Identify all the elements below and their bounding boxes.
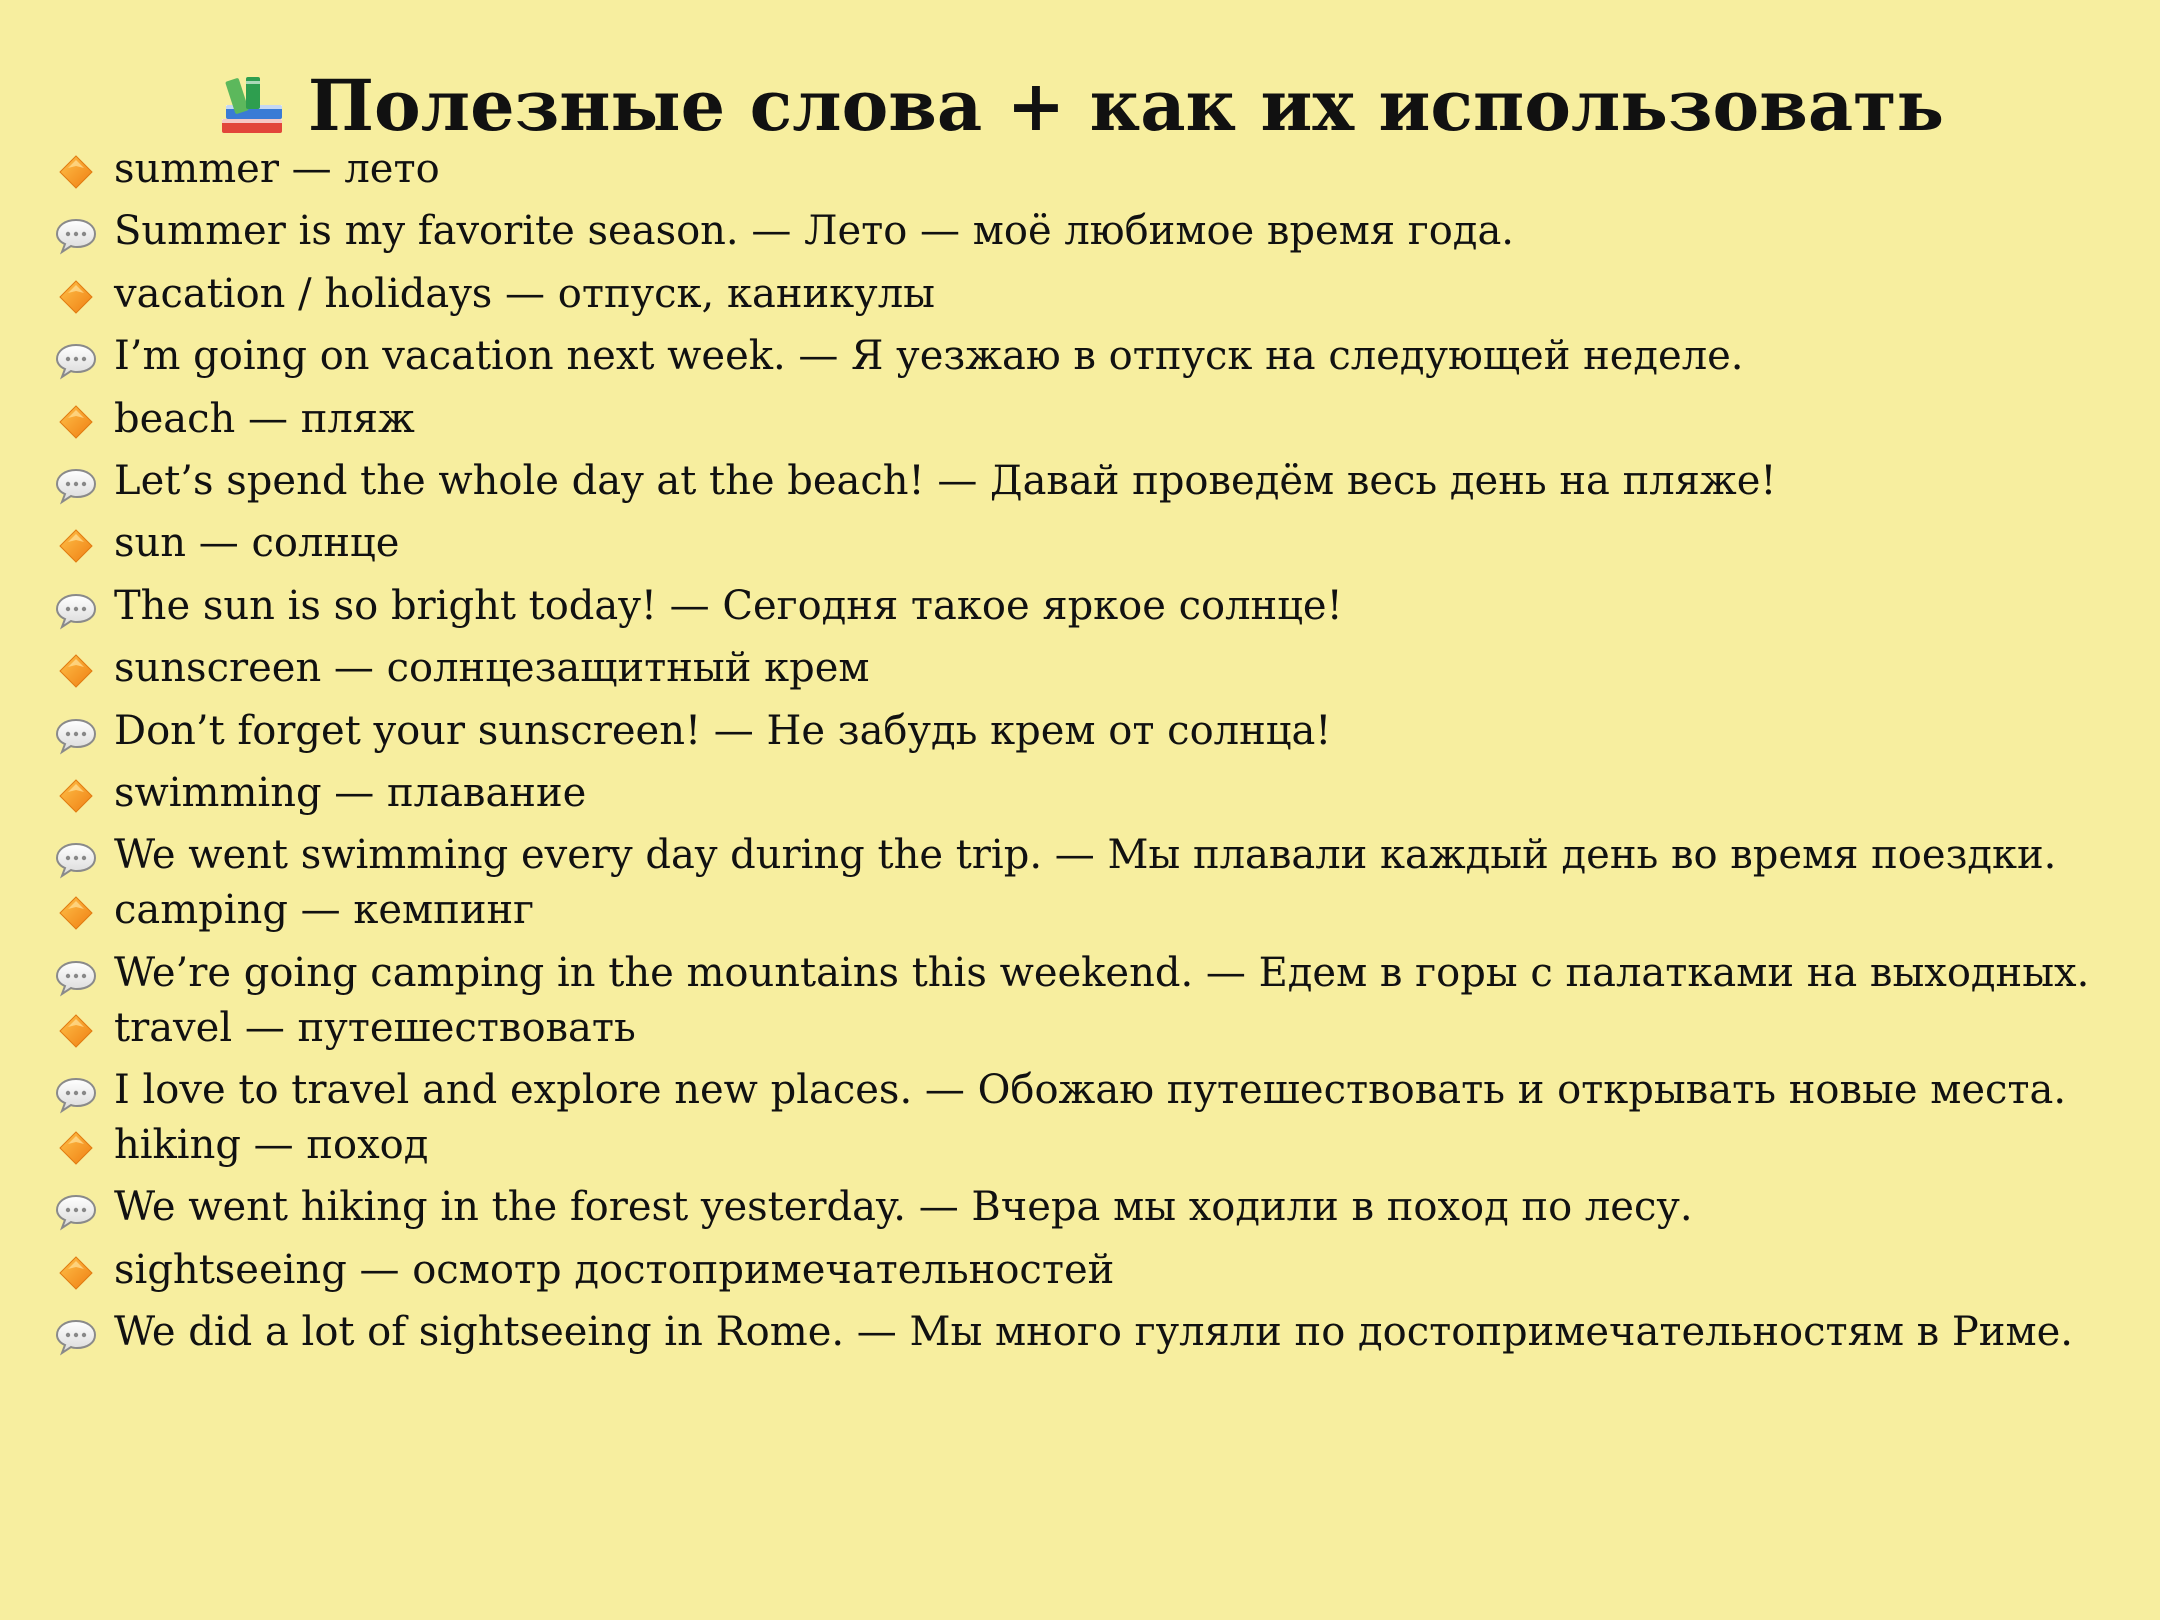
- orange-diamond-icon: [54, 1011, 98, 1051]
- word-text: vacation / holidays — отпуск, каникулы: [114, 270, 935, 317]
- orange-diamond-icon: [54, 893, 98, 933]
- word-line: [54, 883, 2104, 938]
- orange-diamond-icon: [54, 526, 98, 566]
- word-text: beach — пляж: [114, 395, 415, 442]
- word-line: [54, 641, 2104, 696]
- example-text: Summer is my favorite season. — Лето — моё любимое время года.: [114, 208, 1514, 255]
- speech-bubble-icon: [54, 591, 98, 631]
- example-line: [54, 1063, 2104, 1118]
- orange-diamond-icon: [54, 651, 98, 691]
- example-text: I love to travel and explore new places. — Обожаю путешествовать и открывать новые места.: [114, 1067, 2067, 1114]
- example-line: [54, 329, 2104, 384]
- word-text: camping — кемпинг: [114, 887, 535, 934]
- example-line: [54, 454, 2104, 509]
- speech-bubble-icon: [54, 840, 98, 880]
- example-text: I’m going on vacation next week. — Я уезжаю в отпуск на следующей неделе.: [114, 333, 1744, 380]
- example-text: We went swimming every day during the trip. — Мы плавали каждый день во время поездки.: [114, 832, 2057, 879]
- word-line: [54, 516, 2104, 571]
- word-line: [54, 1118, 2104, 1173]
- example-text: Let’s spend the whole day at the beach! — Давай проведём весь день на пляже!: [114, 457, 1777, 504]
- word-text: swimming — плавание: [114, 769, 587, 816]
- speech-bubble-icon: [54, 958, 98, 998]
- orange-diamond-icon: [54, 1128, 98, 1168]
- example-text: The sun is so bright today! — Сегодня такое яркое солнце!: [114, 582, 1343, 629]
- example-text: Don’t forget your sunscreen! — Не забудь крем от солнца!: [114, 707, 1332, 754]
- orange-diamond-icon: [54, 1253, 98, 1293]
- word-line: [54, 1243, 2104, 1298]
- page-title: Полезные слова + как их использовать: [307, 64, 1945, 147]
- word-line: [54, 267, 2104, 322]
- word-text: sunscreen — солнцезащитный крем: [114, 645, 870, 692]
- example-line: [54, 828, 2104, 883]
- word-text: summer — лето: [114, 146, 440, 192]
- word-text: travel — путешествовать: [114, 1004, 636, 1051]
- example-line: [54, 946, 2104, 1001]
- example-line: [54, 204, 2104, 259]
- example-text: We’re going camping in the mountains this weekend. — Едем в горы с палатками на выходных.: [114, 949, 2090, 996]
- word-line: [54, 766, 2104, 821]
- word-text: sightseeing — осмотр достопримечательностей: [114, 1246, 1115, 1293]
- word-text: hiking — поход: [114, 1122, 429, 1169]
- example-line: [54, 1305, 2104, 1360]
- speech-bubble-icon: [54, 1075, 98, 1115]
- word-line: [54, 1001, 2104, 1056]
- vocabulary-list: [54, 142, 2104, 1360]
- orange-diamond-icon: [54, 776, 98, 816]
- orange-diamond-icon: [54, 277, 98, 317]
- example-line: [54, 704, 2104, 759]
- orange-diamond-icon: [54, 152, 98, 192]
- example-line: [54, 1180, 2104, 1235]
- speech-bubble-icon: [54, 1317, 98, 1357]
- speech-bubble-icon: [54, 216, 98, 256]
- title-row: [0, 64, 2160, 148]
- word-line: [54, 142, 2104, 197]
- speech-bubble-icon: [54, 341, 98, 381]
- speech-bubble-icon: [54, 466, 98, 506]
- orange-diamond-icon: [54, 402, 98, 442]
- books-icon: [216, 73, 288, 139]
- speech-bubble-icon: [54, 716, 98, 756]
- example-line: [54, 579, 2104, 634]
- word-line: [54, 392, 2104, 447]
- word-text: sun — солнце: [114, 520, 400, 567]
- example-text: We went hiking in the forest yesterday. — Вчера мы ходили в поход по лесу.: [114, 1184, 1693, 1231]
- speech-bubble-icon: [54, 1192, 98, 1232]
- example-text: We did a lot of sightseeing in Rome. — Мы много гуляли по достопримечательностям в Риме.: [114, 1309, 2073, 1356]
